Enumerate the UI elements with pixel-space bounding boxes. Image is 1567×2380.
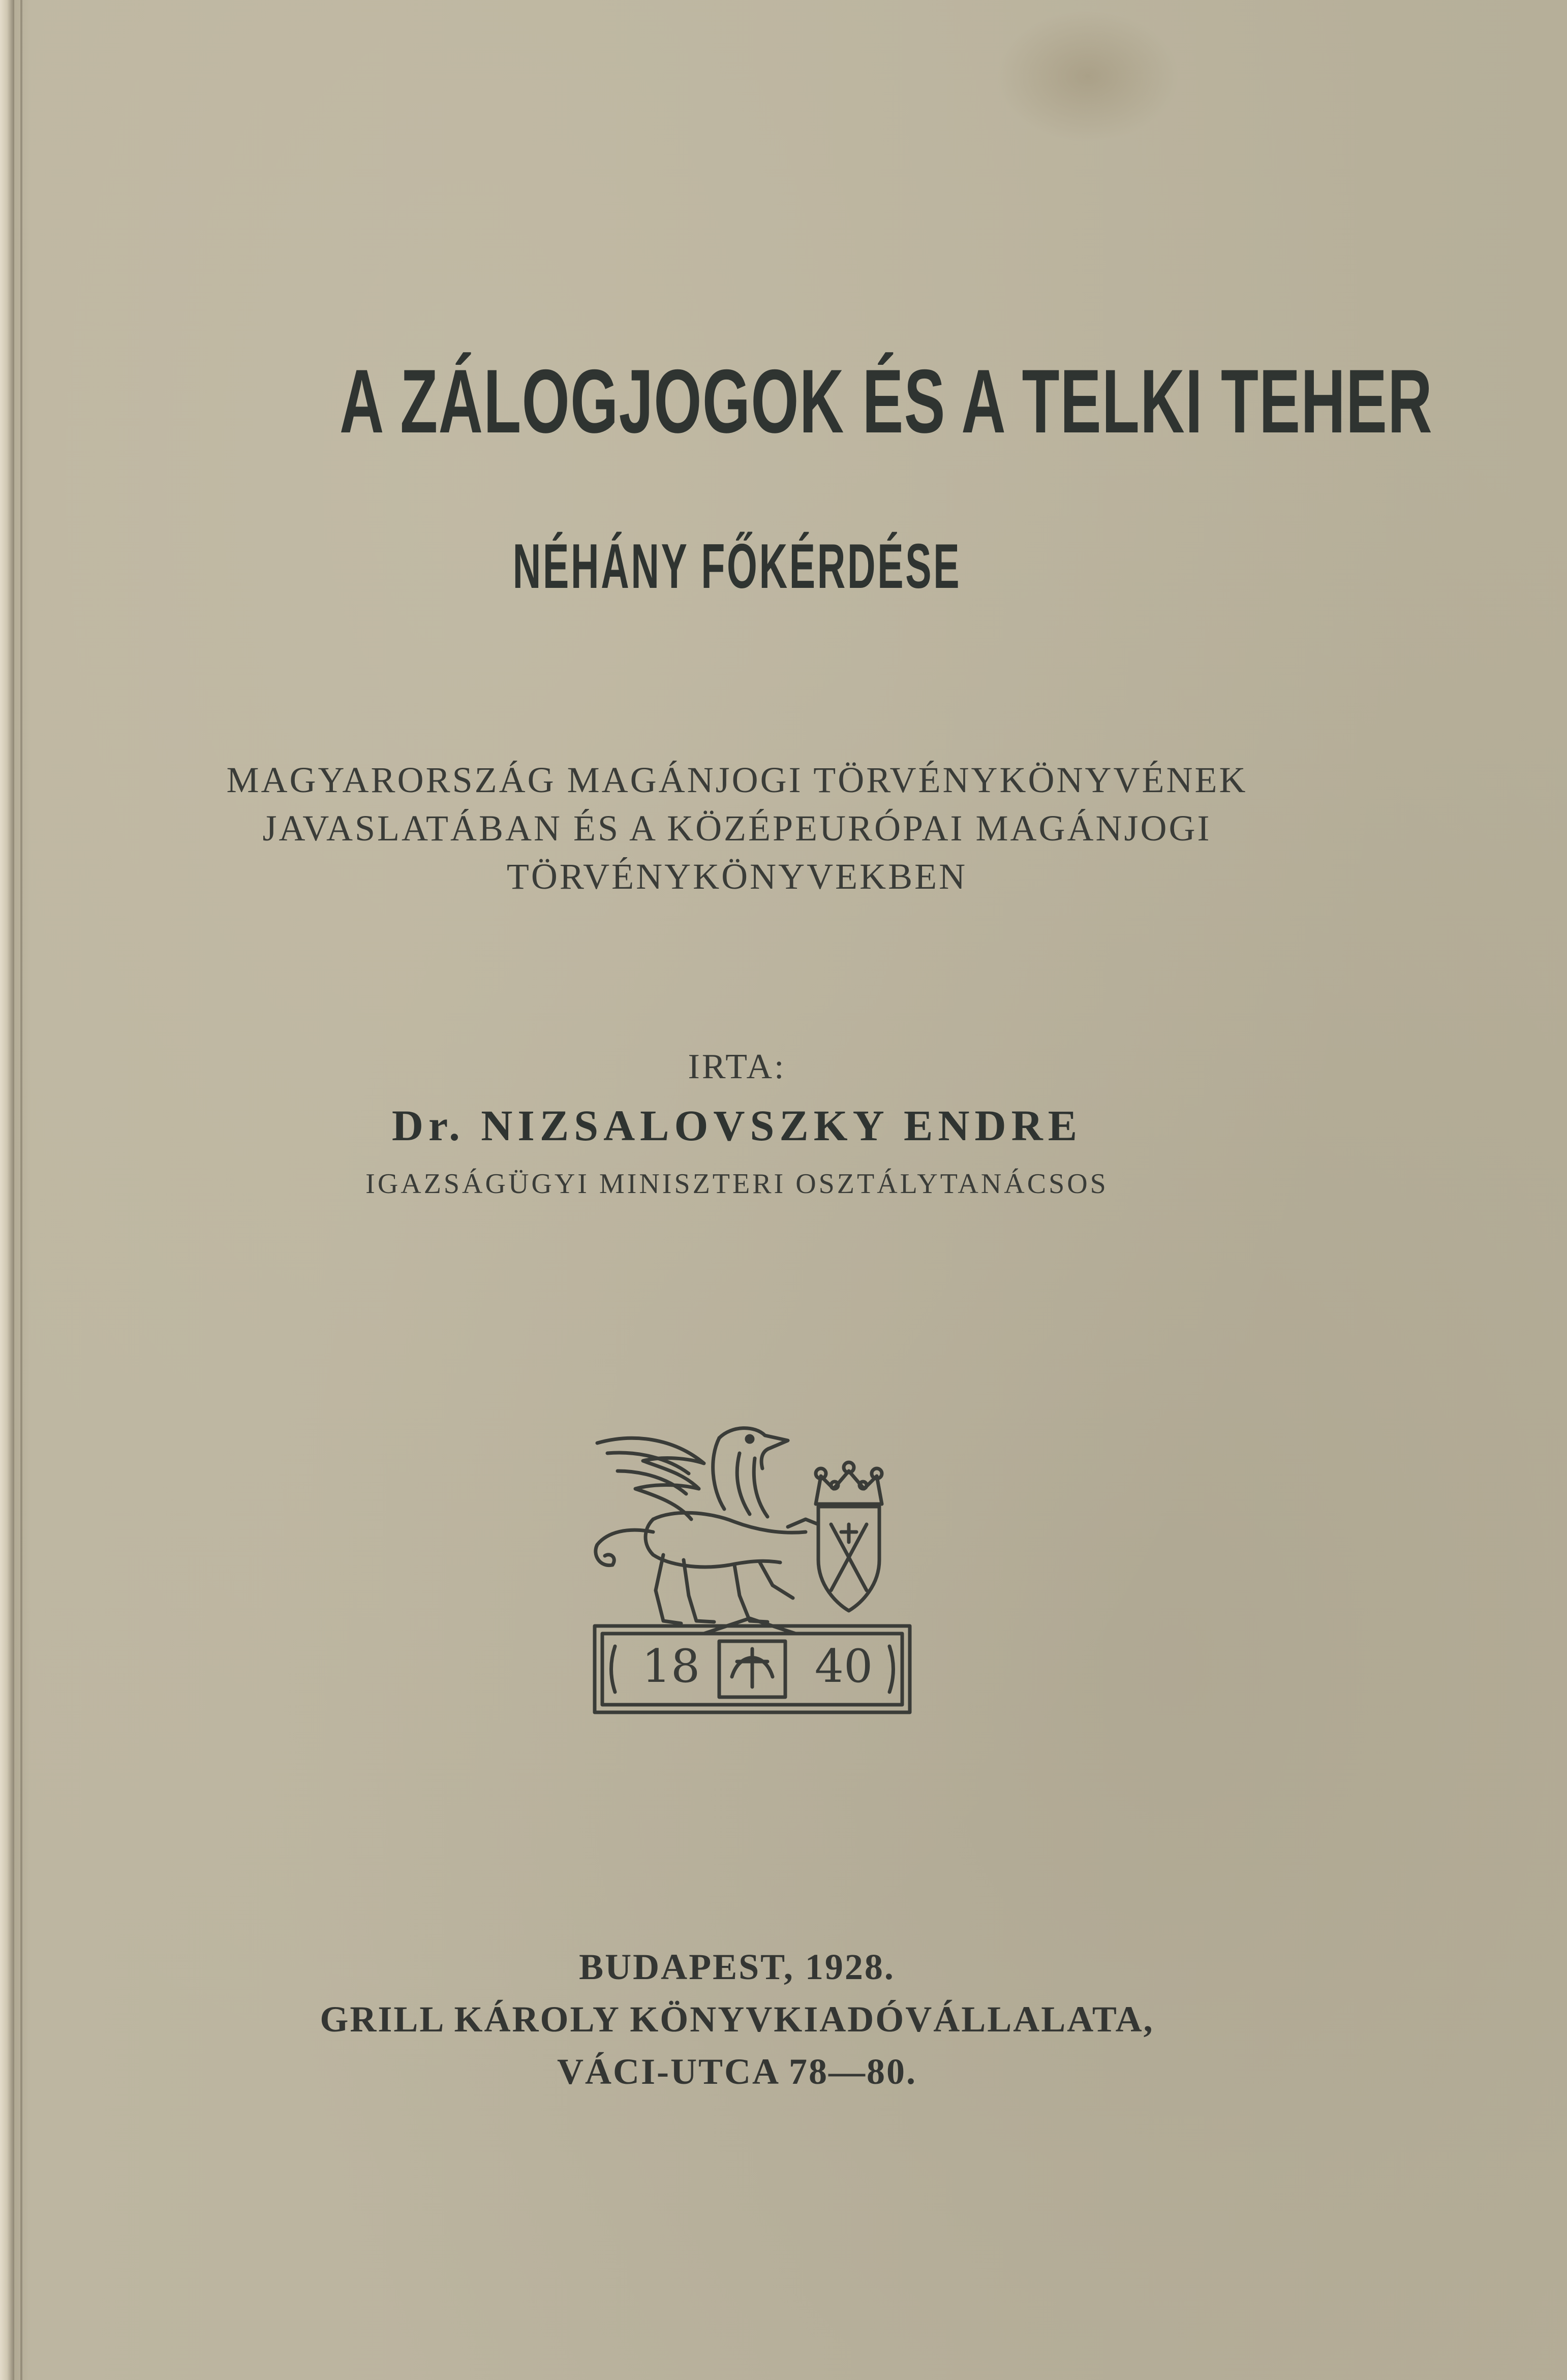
griffin-with-crowned-shield-icon <box>587 1423 917 1728</box>
byline: IRTA: <box>688 1047 786 1086</box>
book-subtitle: NÉHÁNY FŐKÉRDÉSE <box>512 531 962 602</box>
book-description <box>152 756 1322 901</box>
description-line: TÖRVÉNYKÖNYVEKBEN <box>506 856 968 897</box>
emblem-year-right: 40 <box>814 1640 873 1693</box>
emblem-year-left: 18 <box>641 1640 700 1693</box>
author-title: IGAZSÁGÜGYI MINISZTERI OSZTÁLYTANÁCSOS <box>365 1168 1109 1200</box>
author-name: Dr. NIZSALOVSZKY ENDRE <box>391 1101 1083 1150</box>
publisher-line: GRILL KÁROLY KÖNYVKIADÓVÁLLALATA, <box>320 1999 1154 2040</box>
publisher-line: BUDAPEST, 1928. <box>579 1947 895 1987</box>
publisher-line: VÁCI-UTCA 78—80. <box>557 2051 917 2092</box>
description-line: JAVASLATÁBAN ÉS A KÖZÉPEURÓPAI MAGÁNJOGI <box>262 808 1212 849</box>
binding-shadow <box>20 0 22 2380</box>
publisher-block <box>152 1941 1322 2098</box>
description-line: MAGYARORSZÁG MAGÁNJOGI TÖRVÉNYKÖNYVÉNEK <box>226 760 1248 800</box>
book-title: A ZÁLOGJOGOK ÉS A TELKI TEHER <box>340 351 1433 452</box>
paper-stain <box>996 10 1179 142</box>
page-edge <box>0 0 14 2380</box>
